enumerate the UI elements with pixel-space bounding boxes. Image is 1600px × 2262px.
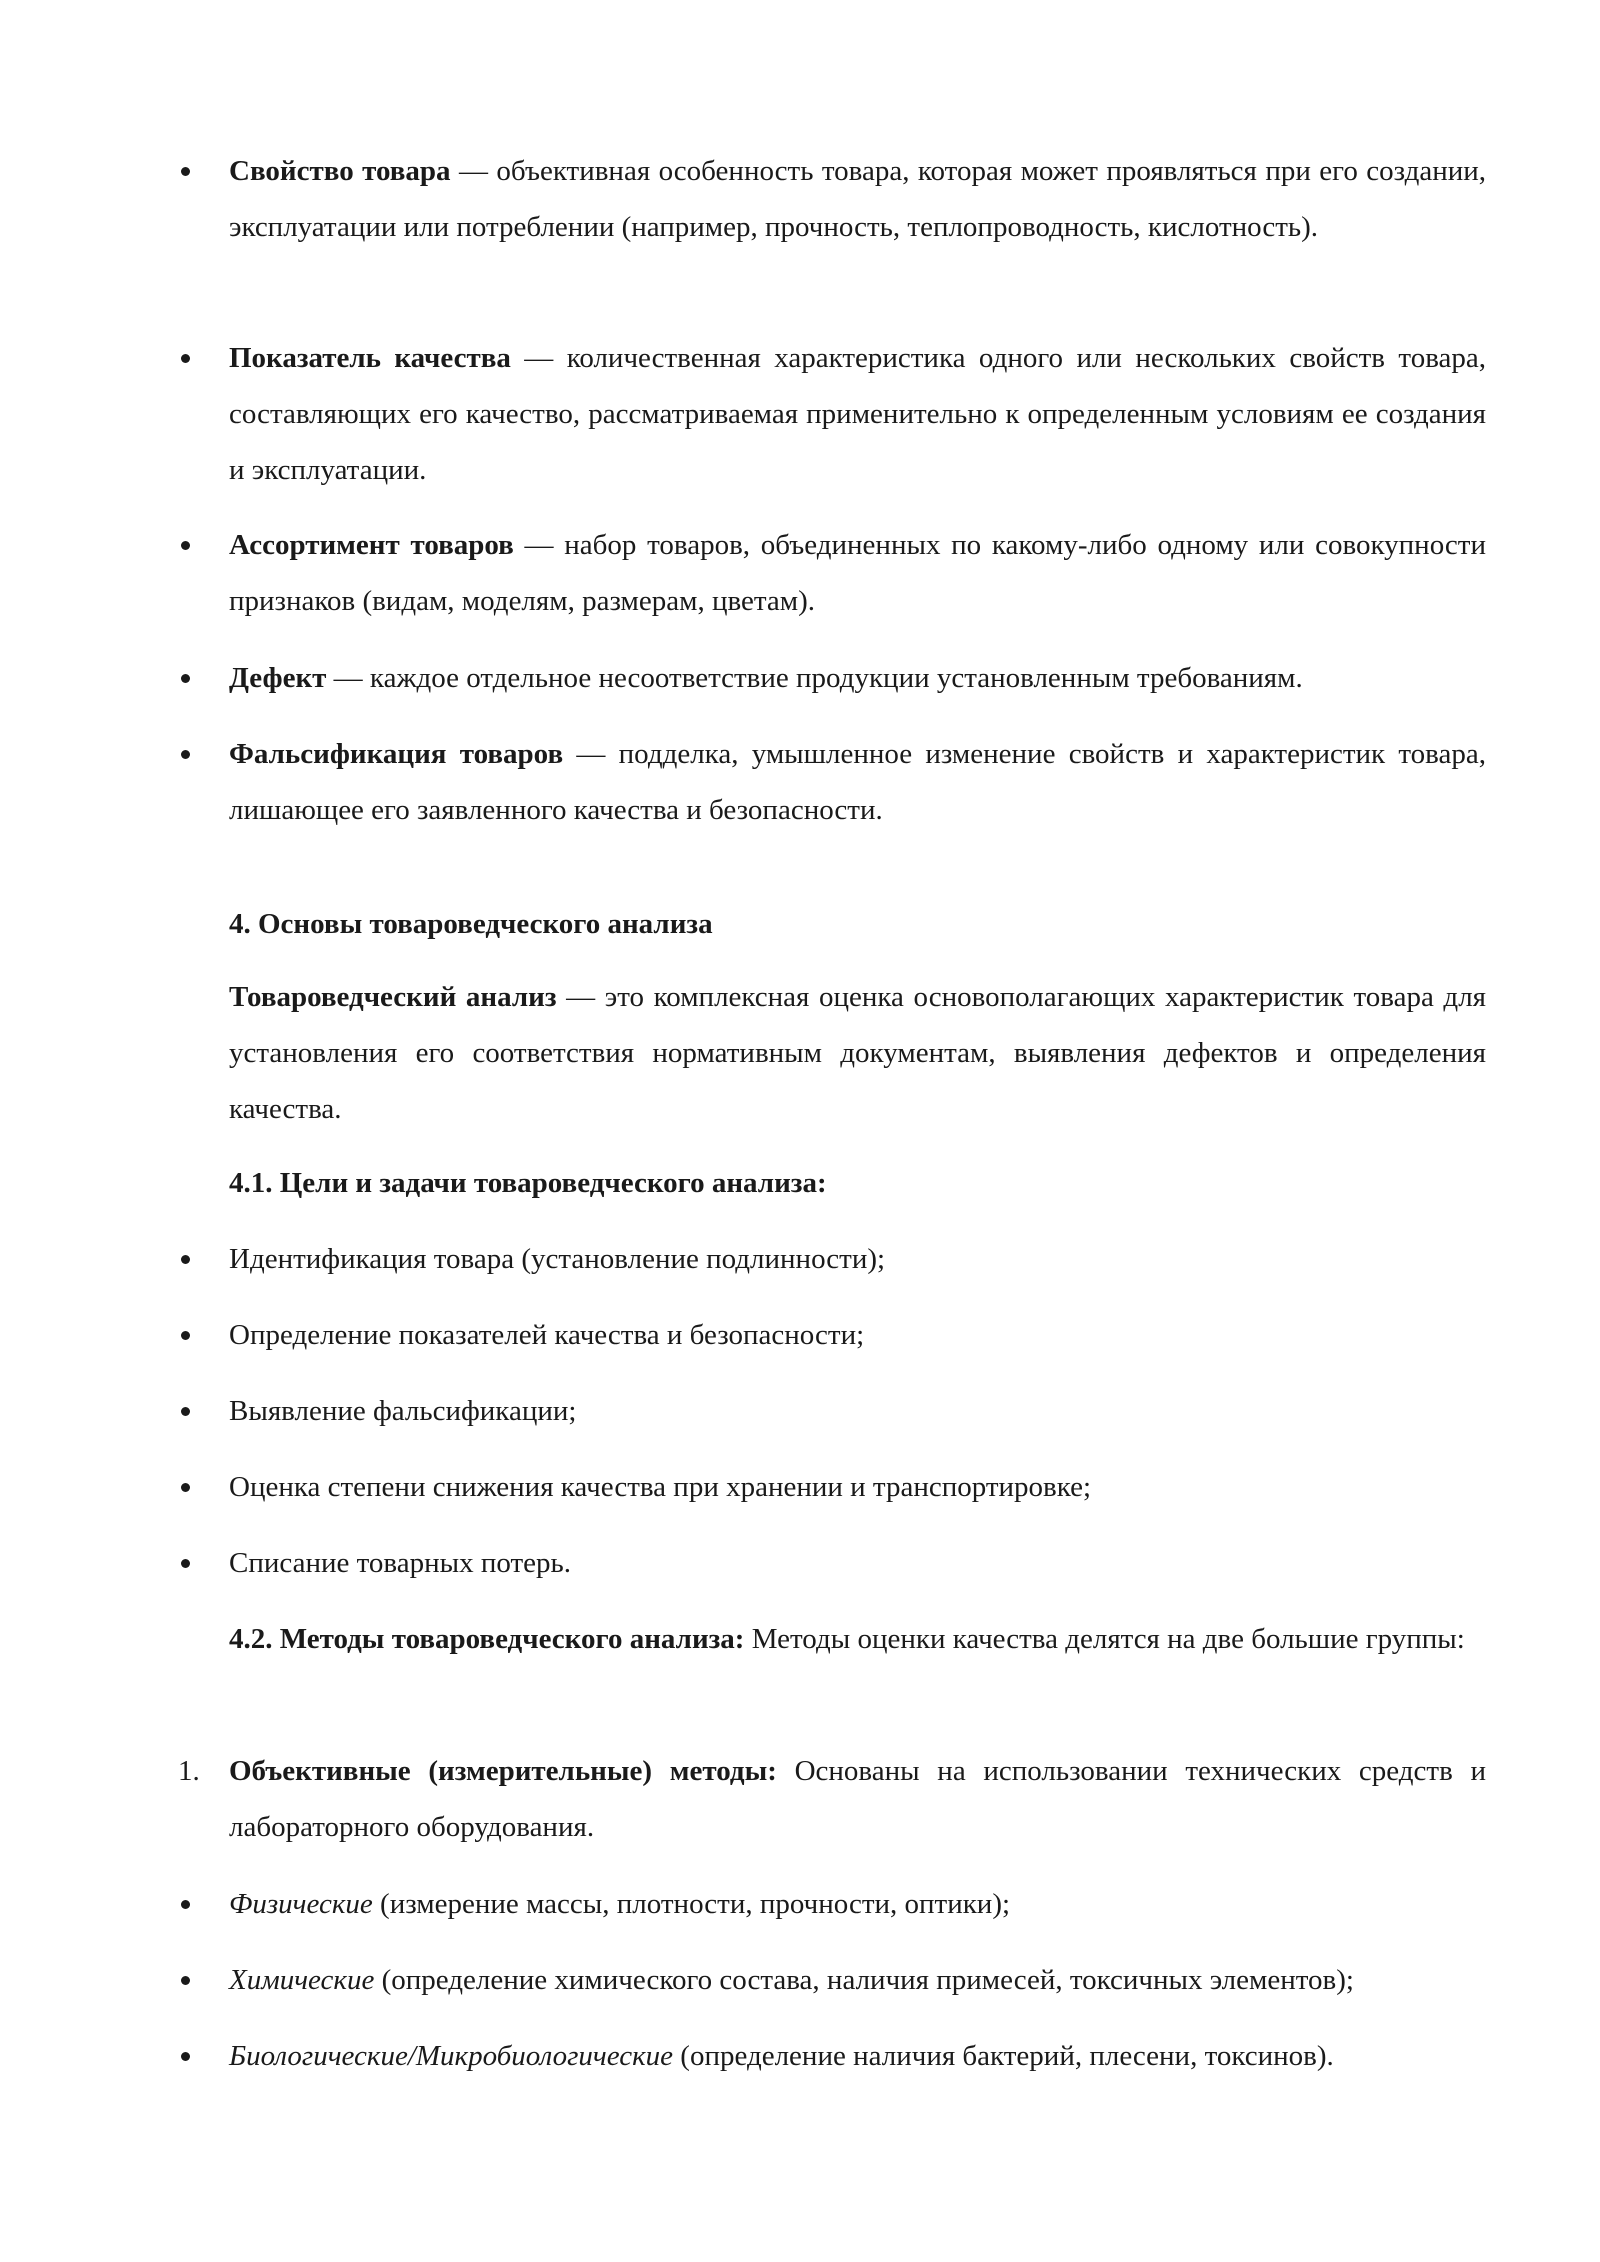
bullet <box>181 2052 190 2061</box>
definition-item <box>229 517 1486 629</box>
bullet <box>181 354 190 363</box>
definition-term: Показатель качества <box>229 342 511 374</box>
definition-text: — количественная характеристика одного или нескольких свойств товара, составляющих его качество, рассматриваемая применительно к определенным условиям ее создания и эксплуатации. <box>229 342 1486 486</box>
subsection-text: Методы оценки качества делятся на две большие группы: <box>744 1623 1465 1655</box>
bullet <box>181 167 190 176</box>
list-item: Определение показателей качества и безопасности; <box>229 1319 865 1351</box>
definition-text: — объективная особенность товара, которая может проявляться при его создании, эксплуатации или потреблении (например, прочность, теплопроводность, кислотность). <box>229 155 1487 243</box>
definition-text: — подделка, умышленное изменение свойств и характеристик товара, лишающее его заявленного качества и безопасности. <box>229 738 1486 826</box>
method-text: (определение наличия бактерий, плесени, токсинов). <box>673 2040 1334 2072</box>
method-item <box>229 1952 1486 2008</box>
definition-text: — набор товаров, объединенных по какому-либо одному или совокупности признаков (видам, моделям, размерам, цветам). <box>229 529 1486 617</box>
list-item: Выявление фальсификации; <box>229 1395 577 1427</box>
section-intro <box>229 969 1486 1137</box>
numbered-item <box>229 1743 1486 1855</box>
subsection-paragraph <box>229 1611 1486 1667</box>
definition-term: Дефект <box>229 662 327 694</box>
section-heading: 4. Основы товароведческого анализа <box>229 908 713 940</box>
bullet <box>181 1255 190 1264</box>
numbered-text: Основаны на использовании технических средств и лабораторного оборудования. <box>229 1755 1486 1843</box>
intro-term: Товароведческий анализ <box>229 981 557 1013</box>
bullet <box>181 1976 190 1985</box>
list-item: Списание товарных потерь. <box>229 1547 572 1579</box>
subsection-heading: 4.1. Цели и задачи товароведческого анализа: <box>229 1167 827 1199</box>
definition-term: Ассортимент товаров <box>229 529 514 561</box>
method-text: (измерение массы, плотности, прочности, оптики); <box>372 1888 1011 1920</box>
definition-item <box>229 650 1486 706</box>
method-item <box>229 1876 1486 1932</box>
bullet <box>181 1900 190 1909</box>
method-term: Химические <box>229 1964 375 1996</box>
subsection-heading: 4.2. Методы товароведческого анализа: <box>229 1623 745 1655</box>
bullet <box>181 674 190 683</box>
definition-text: — каждое отдельное несоответствие продукции установленным требованиям. <box>326 662 1303 694</box>
bullet <box>181 1559 190 1568</box>
definition-item <box>229 330 1486 498</box>
definition-item <box>229 143 1486 255</box>
definition-term: Фальсификация товаров <box>229 738 564 770</box>
bullet <box>181 1331 190 1340</box>
bullet <box>181 541 190 550</box>
numbered-term: Объективные (измерительные) методы: <box>229 1755 777 1787</box>
bullet <box>181 1407 190 1416</box>
method-text: (определение химического состава, наличия примесей, токсичных элементов); <box>374 1964 1354 1996</box>
method-term: Физические <box>229 1888 373 1920</box>
method-term: Биологические/Микробиологические <box>229 2040 674 2072</box>
list-item: Оценка степени снижения качества при хранении и транспортировке; <box>229 1471 1092 1503</box>
intro-text: — это комплексная оценка основополагающих характеристик товара для установления его соответствия нормативным документам, выявления дефектов и определения качества. <box>229 981 1486 1125</box>
list-number: 1. <box>178 1755 200 1787</box>
list-item: Идентификация товара (установление подлинности); <box>229 1243 886 1275</box>
definition-term: Свойство товара <box>229 155 451 187</box>
bullet <box>181 750 190 759</box>
bullet <box>181 1483 190 1492</box>
method-item <box>229 2028 1486 2084</box>
definition-item <box>229 726 1486 838</box>
